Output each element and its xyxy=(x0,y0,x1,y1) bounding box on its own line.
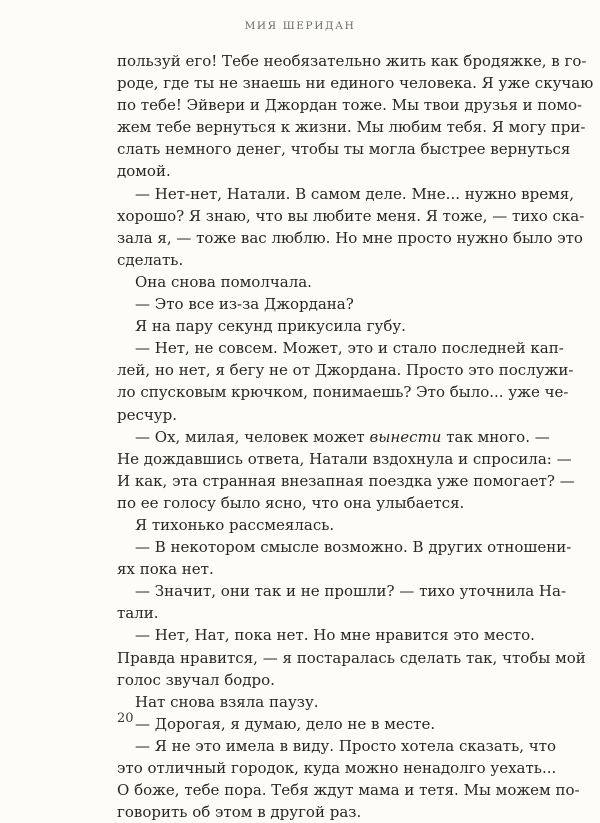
text-line-content: говорить об этом в другой раз. xyxy=(117,803,362,822)
text-line xyxy=(117,713,489,735)
text-line xyxy=(117,160,489,182)
text-line xyxy=(117,293,489,315)
text-line xyxy=(117,271,489,293)
text-line xyxy=(117,116,586,138)
text-line-content: Она снова помолчала. xyxy=(135,272,312,291)
text-line-content: слать немного денег, чтобы ты могла быстрее вернуться xyxy=(117,140,571,159)
text-line xyxy=(117,72,594,94)
text-line-content: Я на пару секунд прикусила губу. xyxy=(135,317,406,336)
text-line xyxy=(117,536,572,558)
text-line xyxy=(117,669,489,691)
text-line xyxy=(117,205,585,227)
text-line xyxy=(117,647,586,669)
text-line-content: тали. xyxy=(117,604,159,623)
page-number: 20 xyxy=(117,711,134,726)
text-line-content: — Ох, милая, человек может xyxy=(135,427,370,446)
text-line xyxy=(117,514,489,536)
text-line-content: голос звучал бодро. xyxy=(117,670,275,689)
text-line xyxy=(117,337,564,359)
text-line-content: пользуй его! Тебе необязательно жить как бродяжке, в го- xyxy=(117,52,587,70)
text-line xyxy=(117,50,587,72)
text-line xyxy=(117,381,569,403)
text-line-content: — Дорогая, я думаю, дело не в месте. xyxy=(135,714,436,733)
text-line-content: это отличный городок, куда можно ненадолго уехать... xyxy=(117,759,557,777)
text-line-content: ло спусковым крючком, понимаешь? Это было... уже че- xyxy=(117,383,569,402)
text-line-content: О боже, тебе пора. Тебя ждут мама и тетя. Мы можем по- xyxy=(117,781,580,800)
text-line-content: Правда нравится, — я постаралась сделать так, чтобы мой xyxy=(117,648,586,667)
text-line xyxy=(117,558,489,580)
text-line-content: — Я не это имела в виду. Просто хотела сказать, что xyxy=(135,736,557,755)
text-line-content: домой. xyxy=(117,162,171,181)
text-line xyxy=(117,448,572,470)
text-line xyxy=(117,779,580,801)
text-line-continuation: так много. — xyxy=(441,427,550,446)
text-line xyxy=(117,470,575,492)
text-line-content: Я тихонько рассмеялась. xyxy=(135,515,335,534)
text-line xyxy=(117,94,583,116)
text-line-content: хорошо? Я знаю, что вы любите меня. Я тоже, — тихо ска- xyxy=(117,206,585,225)
text-line-content: сделать. xyxy=(117,250,184,269)
text-line-content: роде, где ты не знаешь ни единого человека. Я уже скучаю xyxy=(117,74,594,93)
text-line xyxy=(117,492,489,514)
text-line xyxy=(117,801,489,823)
emphasized-word: вынести xyxy=(369,427,442,446)
text-line-content: по тебе! Эйвери и Джордан тоже. Мы твои друзья и помо- xyxy=(117,96,583,115)
text-line xyxy=(117,315,489,337)
text-line-content: — Нет-нет, Натали. В самом деле. Мне... нужно время, xyxy=(135,184,574,203)
text-line xyxy=(117,426,550,448)
text-line-content: — Нет, Нат, пока нет. Но мне нравится это место. xyxy=(135,626,535,645)
text-line-content: — Значит, они так и не прошли? — тихо уточнила На- xyxy=(135,582,567,601)
text-line xyxy=(117,580,567,602)
text-line-content: ресчур. xyxy=(117,405,177,424)
text-line-content: Не дождавшись ответа, Натали вздохнула и спросила: — xyxy=(117,449,572,468)
text-line xyxy=(117,602,489,624)
text-line-content: жем тебе вернуться к жизни. Мы любим тебя. Я могу при- xyxy=(117,118,586,137)
text-line xyxy=(117,359,574,381)
text-line-content: — Это все из-за Джордана? xyxy=(135,295,354,314)
running-head: МИЯ ШЕРИДАН xyxy=(244,20,356,32)
body-text xyxy=(117,50,594,823)
text-line xyxy=(117,404,489,426)
text-line-content: зала я, — тоже вас люблю. Но мне просто нужно было это xyxy=(117,228,583,247)
text-line xyxy=(117,735,557,757)
text-line-content: ях пока нет. xyxy=(117,560,214,579)
text-line xyxy=(117,249,489,271)
text-line xyxy=(117,227,583,249)
text-line xyxy=(117,138,571,160)
text-line-content: И как, эта странная внезапная поездка уже помогает? — xyxy=(117,471,575,490)
text-line-content: Нат снова взяла паузу. xyxy=(135,692,319,711)
text-line xyxy=(117,757,557,779)
text-line-content: — В некотором смысле возможно. В других отношени- xyxy=(135,538,572,557)
text-line xyxy=(117,691,489,713)
text-line-content: по ее голосу было ясно, что она улыбается. xyxy=(117,493,465,512)
text-line xyxy=(117,624,535,646)
text-line-content: лей, но нет, я бегу не от Джордана. Просто это послужи- xyxy=(117,361,574,380)
text-line xyxy=(117,183,574,205)
text-line-content: — Нет, не совсем. Может, это и стало последней кап- xyxy=(135,339,564,358)
